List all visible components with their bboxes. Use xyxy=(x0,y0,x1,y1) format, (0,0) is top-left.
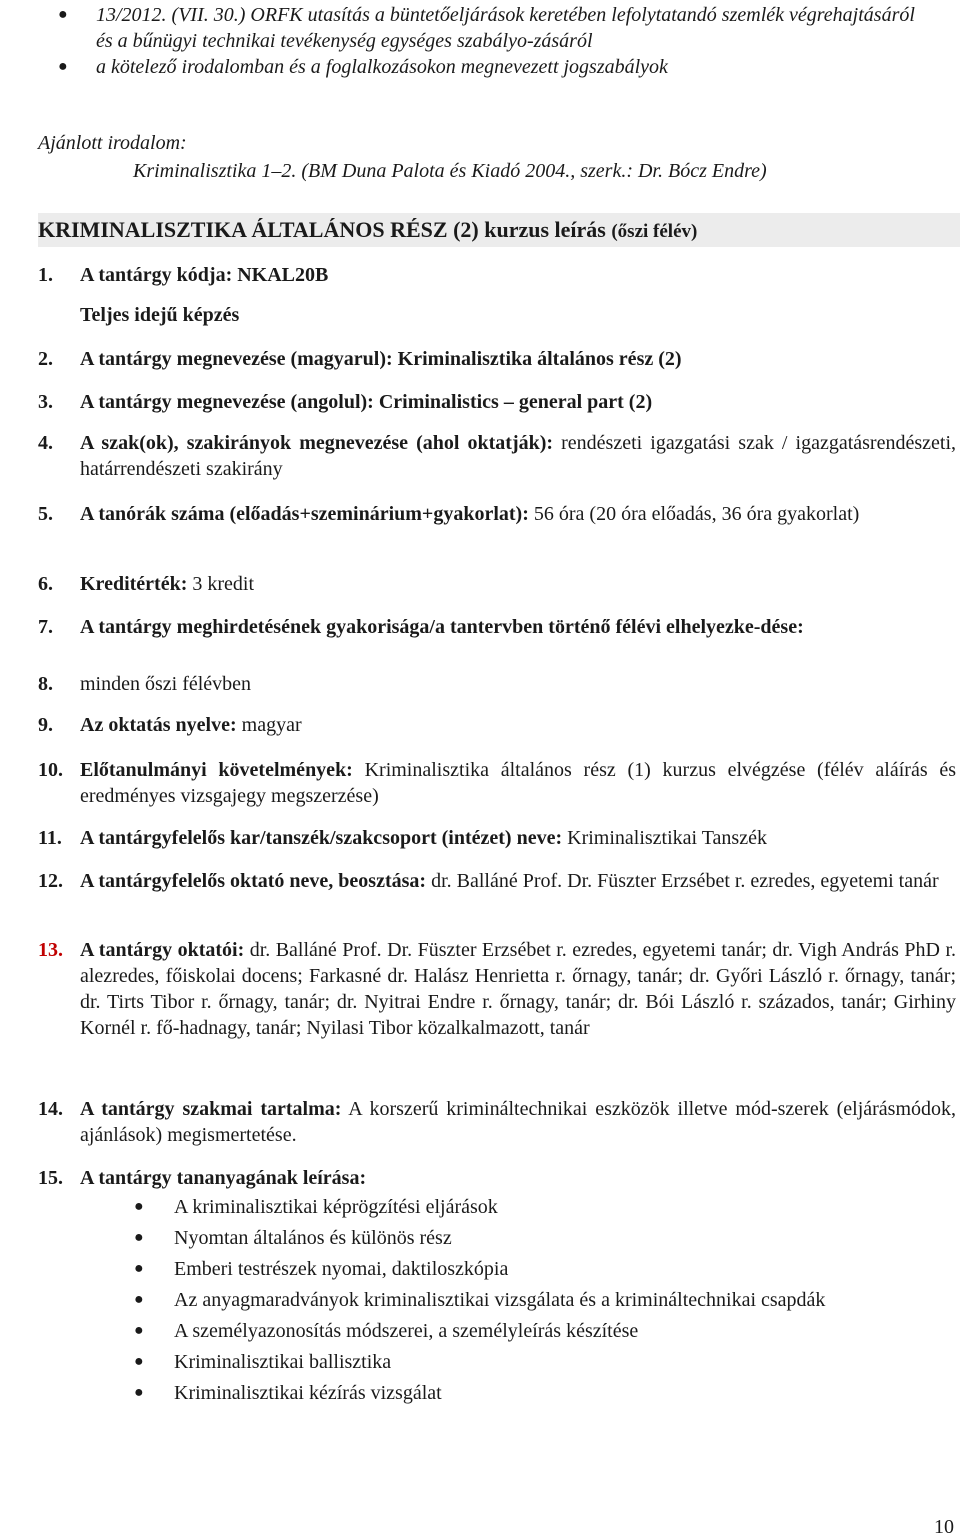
intro-item xyxy=(58,54,936,80)
topic-text: A személyazonosítás módszerei, a személyleírás készítése xyxy=(174,1320,639,1342)
item-number: 9. xyxy=(38,714,53,736)
bullet-icon: ● xyxy=(134,1198,144,1215)
topic-item xyxy=(134,1225,956,1251)
topic-item xyxy=(134,1318,956,1344)
item-value: rendészeti igazgatási szak / igazgatásrendészeti, határrendészeti szakirány xyxy=(80,432,956,480)
topic-text: Kriminalisztikai ballisztika xyxy=(174,1351,392,1373)
item-14 xyxy=(38,1096,956,1148)
item-1 xyxy=(38,262,956,328)
item-body xyxy=(80,825,956,851)
item-body xyxy=(80,430,956,482)
item-value: dr. Balláné Prof. Dr. Füszter Erzsébet r. ezredes, egyetemi tanár xyxy=(426,870,939,892)
item-body xyxy=(80,712,956,738)
item-11 xyxy=(38,825,956,851)
bullet-icon: ● xyxy=(134,1384,144,1401)
item-label: A tantárgy megnevezése (angolul): Criminalistics – general part (2) xyxy=(80,391,653,413)
item-number: 8. xyxy=(38,673,53,695)
item-body xyxy=(80,757,956,809)
item-label: A tantárgy megnevezése (magyarul): Kriminalisztika általános rész (2) xyxy=(80,348,682,370)
item-label: A tantárgyfelelős kar/tanszék/szakcsoport (intézet) neve: xyxy=(80,827,563,849)
course-heading-main: KRIMINALISZTIKA ÁLTALÁNOS RÉSZ (2) kurzus leírás xyxy=(38,217,606,242)
bullet-icon: ● xyxy=(134,1353,144,1370)
item-label: A tantárgy oktatói: xyxy=(80,939,245,961)
item-body xyxy=(80,571,956,597)
item-15 xyxy=(38,1165,956,1191)
intro-item xyxy=(58,2,936,54)
item-number: 13. xyxy=(38,939,63,961)
topic-text: Az anyagmaradványok kriminalisztikai vizsgálata és a krimináltechnikai csapdák xyxy=(174,1289,826,1311)
item-4 xyxy=(38,430,956,482)
topic-item xyxy=(134,1194,956,1220)
bullet-icon: ● xyxy=(134,1291,144,1308)
bullet-icon: ● xyxy=(58,58,68,75)
item-label: A tantárgyfelelős oktató neve, beosztása: xyxy=(80,870,427,892)
item-body xyxy=(80,937,956,1041)
item-number: 5. xyxy=(38,503,53,525)
item-label: A szak(ok), szakirányok megnevezése (ahol oktatják): xyxy=(80,432,554,454)
item-10 xyxy=(38,757,956,809)
item-6 xyxy=(38,571,956,597)
recommended-literature-label: Ajánlott irodalom: xyxy=(38,132,187,154)
item-label: Előtanulmányi követelmények: xyxy=(80,759,353,781)
item-12 xyxy=(38,868,956,894)
bullet-icon: ● xyxy=(134,1229,144,1246)
item-2 xyxy=(38,346,956,372)
topic-item xyxy=(134,1287,956,1313)
item-13 xyxy=(38,937,956,1041)
item-extra: Teljes idejű képzés xyxy=(80,304,240,326)
item-value: dr. Balláné Prof. Dr. Füszter Erzsébet r. ezredes, egyetemi tanár; dr. Vigh András PhD r. alezredes, főiskolai docens; Farkasné dr. Halász Henrietta r. őrnagy, tanár; dr. Győri László r. őrnagy, tanár; dr. Tirts Tibor r. őrnagy, tanár; dr. Nyitrai Endre r. őrnagy, tanár; dr. Bói László r. százados, tanár; Girhiny Kornél r. fő-hadnagy, tanár; Nyilasi Tibor közalkalmazott, tanár xyxy=(80,939,956,1039)
item-label: A tantárgy szakmai tartalma: xyxy=(80,1098,342,1120)
intro-item-text: 13/2012. (VII. 30.) ORFK utasítás a büntetőeljárások keretében lefolytatandó szemlék végrehajtásáról és a bűnügyi technikai tevékenység egységes szabályo-zásáról xyxy=(96,4,915,52)
intro-bullet-list xyxy=(58,2,936,80)
item-label: A tantárgy meghirdetésének gyakorisága/a tantervben történő félévi elhelyezke-dése: xyxy=(80,616,804,638)
item-7 xyxy=(38,614,956,640)
topic-item xyxy=(134,1256,956,1282)
item-9 xyxy=(38,712,956,738)
topic-item xyxy=(134,1380,956,1406)
item-number: 12. xyxy=(38,870,63,892)
item-value: Kriminalisztika általános rész (1) kurzus elvégzése (félév aláírás és eredményes vizsgajegy megszerzése) xyxy=(80,759,956,807)
item-value: magyar xyxy=(236,714,302,736)
item-label: Az oktatás nyelve: xyxy=(80,714,237,736)
item-3 xyxy=(38,389,956,415)
bullet-icon: ● xyxy=(134,1322,144,1339)
item-body xyxy=(80,501,956,527)
topic-text: Nyomtan általános és különös rész xyxy=(174,1227,452,1249)
item-number: 7. xyxy=(38,616,53,638)
recommended-literature-text: Kriminalisztika 1–2. (BM Duna Palota és Kiadó 2004., szerk.: Dr. Bócz Endre) xyxy=(133,160,767,182)
course-heading xyxy=(38,213,960,247)
item-value: Kriminalisztikai Tanszék xyxy=(562,827,767,849)
item-number: 6. xyxy=(38,573,53,595)
item-value: A korszerű krimináltechnikai eszközök illetve mód-szerek (eljárásmódok, ajánlások) megismertetése. xyxy=(80,1098,957,1146)
topic-text: Emberi testrészek nyomai, daktiloszkópia xyxy=(174,1258,509,1280)
item-number: 10. xyxy=(38,759,63,781)
topic-text: A kriminalisztikai képrögzítési eljárások xyxy=(174,1196,498,1218)
bullet-icon: ● xyxy=(58,6,68,23)
item-label: A tanórák száma (előadás+szeminárium+gyakorlat): xyxy=(80,503,529,525)
intro-item-text: a kötelező irodalomban és a foglalkozásokon megnevezett jogszabályok xyxy=(96,56,668,78)
item-number: 11. xyxy=(38,827,62,849)
item-number: 15. xyxy=(38,1167,63,1189)
topic-list xyxy=(134,1194,956,1411)
topic-item xyxy=(134,1349,956,1375)
item-label: A tantárgy kódja: NKAL20B xyxy=(80,264,329,286)
item-number: 1. xyxy=(38,264,53,286)
item-label: A tantárgy tananyagának leírása: xyxy=(80,1167,367,1189)
item-number: 4. xyxy=(38,432,53,454)
topic-text: Kriminalisztikai kézírás vizsgálat xyxy=(174,1382,442,1404)
item-number: 2. xyxy=(38,348,53,370)
item-body xyxy=(80,868,956,894)
item-number: 3. xyxy=(38,391,53,413)
item-5 xyxy=(38,501,956,527)
item-value: 3 kredit xyxy=(187,573,255,595)
item-number: 14. xyxy=(38,1098,63,1120)
item-body xyxy=(80,1096,956,1148)
item-value: 56 óra (20 óra előadás, 36 óra gyakorlat) xyxy=(528,503,860,525)
page-number: 10 xyxy=(934,1516,954,1538)
bullet-icon: ● xyxy=(134,1260,144,1277)
course-heading-sub: (őszi félév) xyxy=(611,221,698,242)
item-label: Kreditérték: xyxy=(80,573,188,595)
item-value: minden őszi félévben xyxy=(80,673,252,695)
item-8 xyxy=(38,671,956,697)
